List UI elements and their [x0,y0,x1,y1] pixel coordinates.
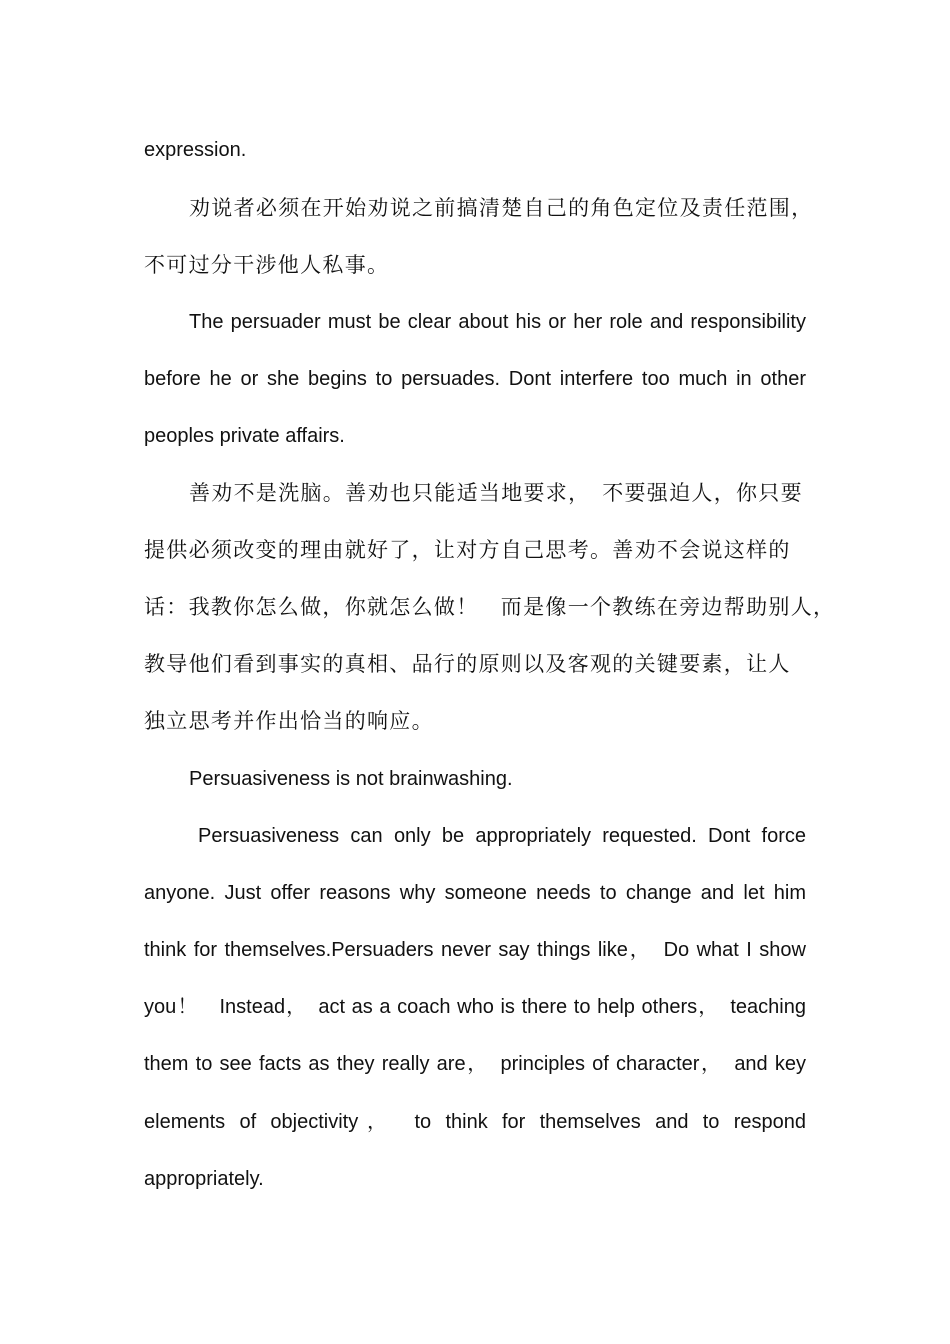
text-line: Persuasiveness is not brainwashing. [189,768,513,790]
text-line: think for themselves.Persuaders never say things like， Do what I show [144,939,806,961]
text-line: anyone. Just offer reasons why someone needs to change and let him [144,882,806,904]
text-line: elements of objectivity， to think for themselves and to respond [144,1111,806,1133]
text-line: 劝说者必须在开始劝说之前搞清楚自己的角色定位及责任范围， [189,196,814,220]
text-line: 不可过分干涉他人私事。 [144,253,390,277]
text-line: expression. [144,139,247,161]
text-line: 教导他们看到事实的真相、品行的原则以及客观的关键要素，让人 [144,652,791,676]
text-line: 善劝不是洗脑。善劝也只能适当地要求， 不要强迫人，你只要 [189,481,803,505]
text-line: The persuader must be clear about his or her role and responsibility [189,311,806,333]
text-line: 独立思考并作出恰当的响应。 [144,709,434,733]
text-line: 话：我教你怎么做，你就怎么做！ 而是像一个教练在旁边帮助别人， [144,595,836,619]
text-line: appropriately. [144,1168,264,1190]
text-line: you！ Instead， act as a coach who is there to help others， teaching [144,996,806,1018]
text-line: before he or she begins to persuades. Dont interfere too much in other [144,368,806,390]
text-line: 提供必须改变的理由就好了，让对方自己思考。善劝不会说这样的 [144,538,791,562]
text-line: Persuasiveness can only be appropriately requested. Dont force [198,825,806,847]
text-line: peoples private affairs. [144,425,345,447]
text-line: them to see facts as they really are， principles of character， and key [144,1053,806,1075]
